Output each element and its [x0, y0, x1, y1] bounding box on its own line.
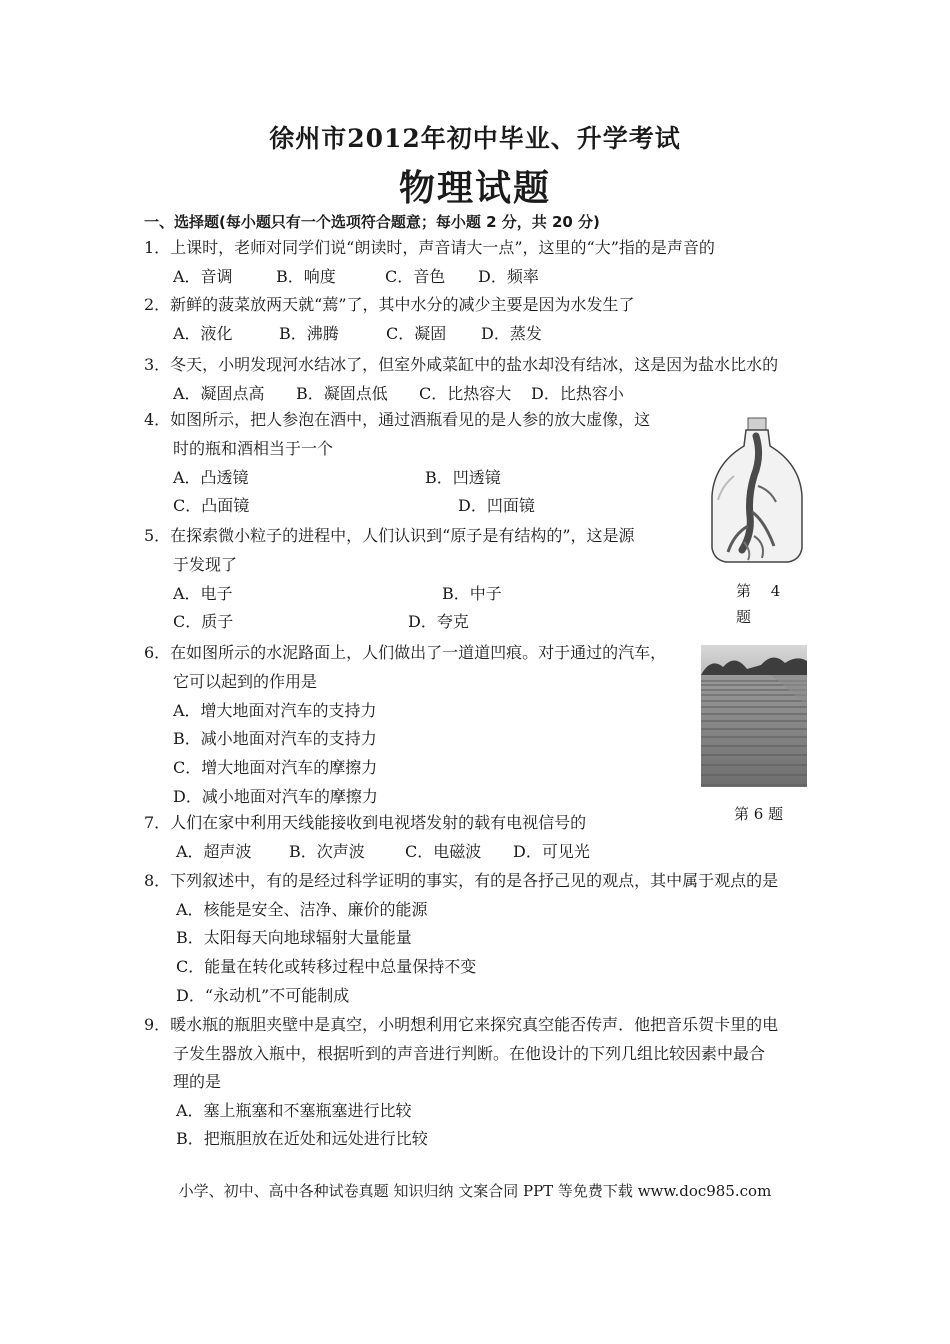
q7-option-d: D．可见光	[513, 842, 590, 861]
q7-option-a: A．超声波	[176, 842, 252, 861]
question-8-stem: 8．下列叙述中，有的是经过科学证明的事实，有的是各抒己见的观点，其中属于观点的是	[144, 871, 779, 890]
exam-title: 徐州市2012年初中毕业、升学考试	[269, 124, 681, 153]
q3-option-b: B．凝固点低	[296, 384, 388, 403]
q7-option-c: C．电磁波	[405, 842, 482, 861]
figure-6-caption: 第 6 题	[734, 805, 784, 823]
page-footer: 小学、初中、高中各种试卷真题 知识归纳 文案合同 PPT 等免费下载 www.doc985.com	[178, 1182, 772, 1200]
q5-option-d: D．夸克	[408, 612, 469, 631]
question-9-stem-line1: 9．暖水瓶的瓶胆夹壁中是真空，小明想利用它来探究真空能否传声．他把音乐贺卡里的电	[144, 1015, 779, 1034]
q1-option-b: B．响度	[276, 267, 336, 286]
figure-4-caption-line2: 题	[736, 608, 752, 626]
question-5-stem-line1: 5．在探索微小粒子的进程中，人们认识到“原子是有结构的”，这是源	[144, 526, 635, 545]
q2-option-a: A．液化	[173, 324, 233, 343]
question-6-stem-line2: 它可以起到的作用是	[173, 672, 318, 691]
q2-option-b: B．沸腾	[279, 324, 339, 343]
q2-option-d: D．蒸发	[481, 324, 542, 343]
q5-option-c: C．质子	[173, 612, 234, 631]
question-4-stem-line1: 4．如图所示，把人参泡在酒中，通过酒瓶看见的是人参的放大虚像，这	[144, 410, 651, 429]
q6-option-c: C．增大地面对汽车的摩擦力	[173, 758, 378, 777]
q4-option-d: D．凹面镜	[458, 496, 535, 515]
q6-option-a: A．增大地面对汽车的支持力	[173, 701, 377, 720]
q2-option-c: C．凝固	[386, 324, 447, 343]
question-2-stem: 2．新鲜的菠菜放两天就“蔫”了，其中水分的减少主要是因为水发生了	[144, 295, 635, 314]
question-7-stem: 7．人们在家中利用天线能接收到电视塔发射的载有电视信号的	[144, 813, 587, 832]
q8-option-c: C．能量在转化或转移过程中总量保持不变	[176, 957, 477, 976]
question-6-stem-line1: 6．在如图所示的水泥路面上，人们做出了一道道凹痕。对于通过的汽车，	[144, 643, 667, 662]
question-1-stem: 1．上课时，老师对同学们说“朗读时，声音请大一点”，这里的“大”指的是声音的	[144, 238, 715, 257]
question-5-stem-line2: 于发现了	[173, 555, 238, 574]
q4-option-b: B．凹透镜	[425, 468, 501, 487]
question-4-stem-line2: 时的瓶和酒相当于一个	[173, 439, 334, 458]
q8-option-d: D．“永动机”不可能制成	[176, 986, 350, 1005]
q1-option-a: A．音调	[173, 267, 233, 286]
q9-option-a: A．塞上瓶塞和不塞瓶塞进行比较	[176, 1101, 412, 1120]
road-grooves-figure	[701, 645, 807, 787]
q9-option-b: B．把瓶胆放在近处和远处进行比较	[176, 1129, 428, 1148]
q7-option-b: B．次声波	[289, 842, 365, 861]
q3-option-a: A．凝固点高	[173, 384, 265, 403]
q6-option-b: B．减小地面对汽车的支持力	[173, 729, 377, 748]
q5-option-b: B．中子	[442, 584, 502, 603]
question-9-stem-line2: 子发生器放入瓶中，根据听到的声音进行判断。在他设计的下列几组比较因素中最合	[173, 1044, 766, 1063]
q1-option-c: C．音色	[385, 267, 446, 286]
q3-option-d: D．比热容小	[531, 384, 624, 403]
q8-option-b: B．太阳每天向地球辐射大量能量	[176, 928, 412, 947]
subject-title: 物理试题	[398, 167, 551, 209]
q6-option-d: D．减小地面对汽车的摩擦力	[173, 787, 378, 806]
q1-option-d: D．频率	[478, 267, 539, 286]
figure-4-caption-line1: 第 4	[736, 582, 781, 600]
q8-option-a: A．核能是安全、洁净、廉价的能源	[176, 900, 428, 919]
question-9-stem-line3: 理的是	[173, 1072, 222, 1091]
ginseng-bottle-figure	[704, 416, 810, 564]
section-heading: 一、选择题(每小题只有一个选项符合题意；每小题 2 分，共 20 分)	[144, 213, 600, 231]
q3-option-c: C．比热容大	[419, 384, 512, 403]
q4-option-c: C．凸面镜	[173, 496, 250, 515]
question-3-stem: 3．冬天，小明发现河水结冰了，但室外咸菜缸中的盐水却没有结冰，这是因为盐水比水的	[144, 355, 779, 374]
q5-option-a: A．电子	[173, 584, 233, 603]
q4-option-a: A．凸透镜	[173, 468, 249, 487]
